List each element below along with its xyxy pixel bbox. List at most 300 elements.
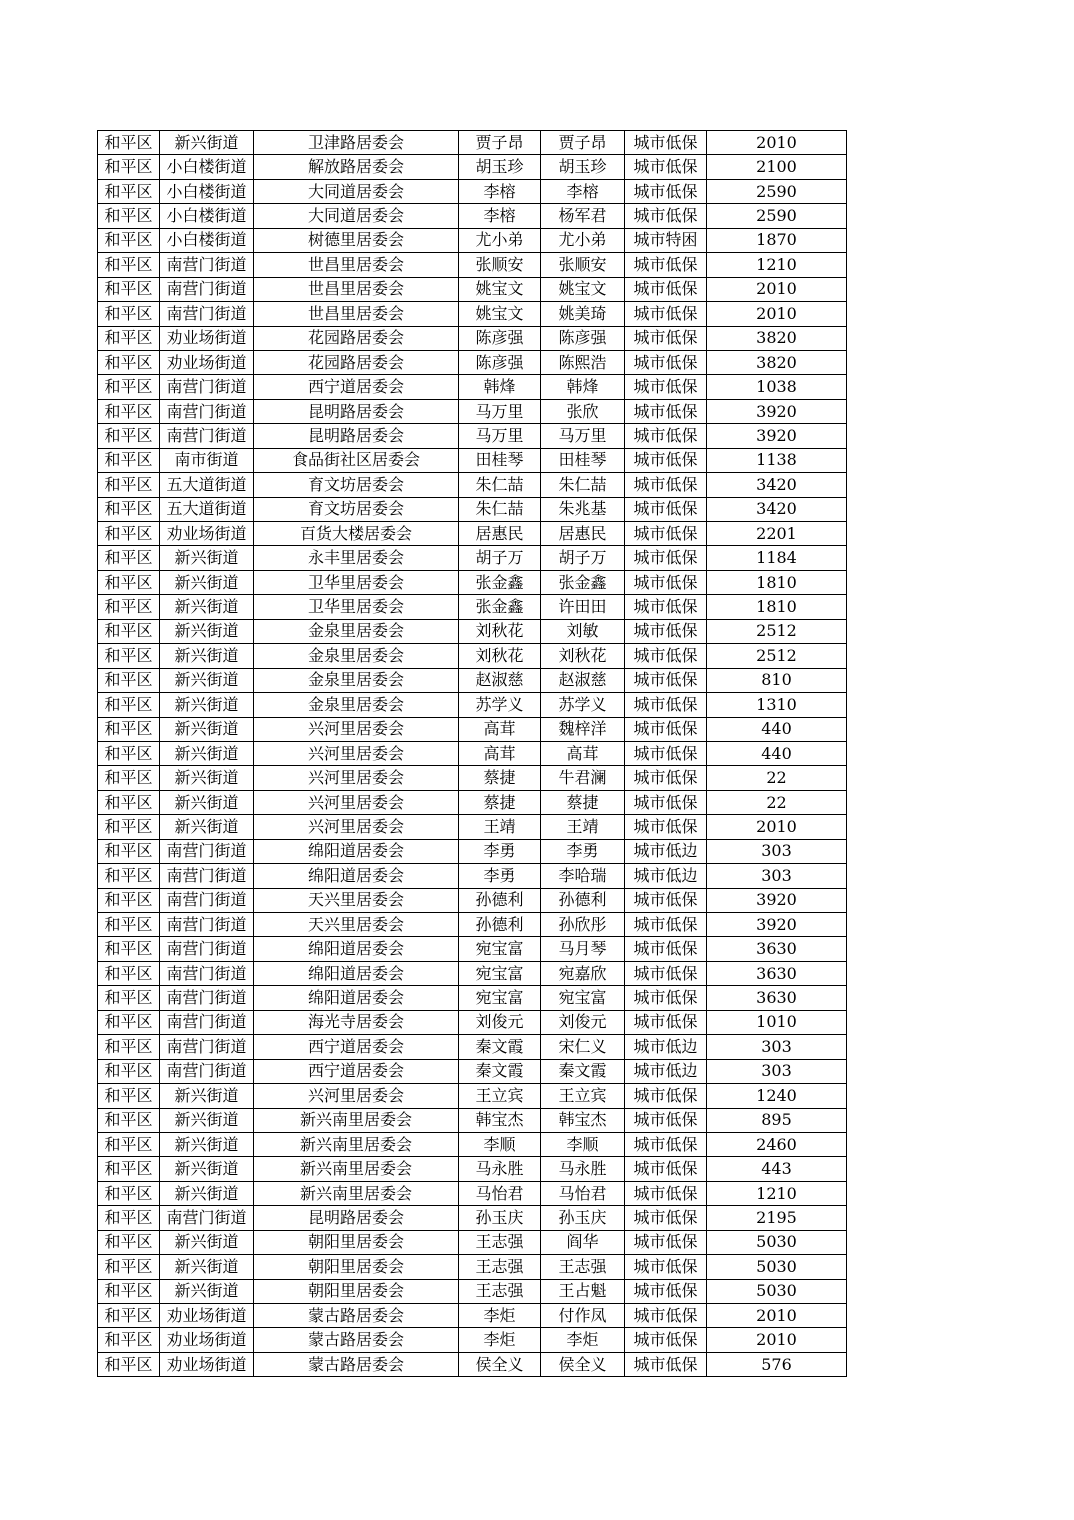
district-cell: 和平区 bbox=[98, 937, 160, 961]
district-cell: 和平区 bbox=[98, 546, 160, 570]
member-name-cell: 贾子昂 bbox=[541, 131, 625, 155]
table-row bbox=[98, 961, 847, 985]
member-name-cell: 胡子万 bbox=[541, 546, 625, 570]
member-name-cell: 陈熙浩 bbox=[541, 350, 625, 374]
member-name-cell: 许田田 bbox=[541, 595, 625, 619]
table-row bbox=[98, 497, 847, 521]
aid-type-cell: 城市低保 bbox=[625, 570, 707, 594]
household-head-cell: 李榕 bbox=[459, 179, 541, 203]
household-head-cell: 高茸 bbox=[459, 741, 541, 765]
street-cell: 劝业场街道 bbox=[160, 1352, 254, 1376]
aid-type-cell: 城市低保 bbox=[625, 888, 707, 912]
amount-cell: 303 bbox=[707, 839, 847, 863]
table-row bbox=[98, 1108, 847, 1132]
district-cell: 和平区 bbox=[98, 497, 160, 521]
amount-cell: 1810 bbox=[707, 570, 847, 594]
street-cell: 南营门街道 bbox=[160, 937, 254, 961]
aid-type-cell: 城市低保 bbox=[625, 1181, 707, 1205]
committee-cell: 海光寺居委会 bbox=[254, 1010, 459, 1034]
table-row bbox=[98, 1279, 847, 1303]
amount-cell: 1210 bbox=[707, 1181, 847, 1205]
committee-cell: 绵阳道居委会 bbox=[254, 937, 459, 961]
aid-type-cell: 城市低保 bbox=[625, 1328, 707, 1352]
aid-type-cell: 城市低保 bbox=[625, 1132, 707, 1156]
table-row bbox=[98, 693, 847, 717]
district-cell: 和平区 bbox=[98, 986, 160, 1010]
amount-cell: 1210 bbox=[707, 253, 847, 277]
member-name-cell: 魏梓洋 bbox=[541, 717, 625, 741]
table-row bbox=[98, 1157, 847, 1181]
district-cell: 和平区 bbox=[98, 693, 160, 717]
committee-cell: 西宁道居委会 bbox=[254, 1035, 459, 1059]
committee-cell: 昆明路居委会 bbox=[254, 399, 459, 423]
committee-cell: 解放路居委会 bbox=[254, 155, 459, 179]
committee-cell: 绵阳道居委会 bbox=[254, 961, 459, 985]
amount-cell: 3420 bbox=[707, 473, 847, 497]
aid-type-cell: 城市低保 bbox=[625, 937, 707, 961]
household-head-cell: 孙玉庆 bbox=[459, 1206, 541, 1230]
street-cell: 南营门街道 bbox=[160, 1010, 254, 1034]
district-cell: 和平区 bbox=[98, 522, 160, 546]
household-head-cell: 居惠民 bbox=[459, 522, 541, 546]
amount-cell: 1810 bbox=[707, 595, 847, 619]
table-row bbox=[98, 595, 847, 619]
district-cell: 和平区 bbox=[98, 473, 160, 497]
district-cell: 和平区 bbox=[98, 204, 160, 228]
amount-cell: 1870 bbox=[707, 228, 847, 252]
committee-cell: 兴河里居委会 bbox=[254, 1084, 459, 1108]
table-row bbox=[98, 815, 847, 839]
table-row bbox=[98, 1255, 847, 1279]
table-row bbox=[98, 937, 847, 961]
member-name-cell: 胡玉珍 bbox=[541, 155, 625, 179]
district-cell: 和平区 bbox=[98, 1230, 160, 1254]
member-name-cell: 马永胜 bbox=[541, 1157, 625, 1181]
household-head-cell: 高茸 bbox=[459, 717, 541, 741]
aid-type-cell: 城市低边 bbox=[625, 1035, 707, 1059]
committee-cell: 卫华里居委会 bbox=[254, 570, 459, 594]
committee-cell: 绵阳道居委会 bbox=[254, 864, 459, 888]
district-cell: 和平区 bbox=[98, 253, 160, 277]
amount-cell: 1010 bbox=[707, 1010, 847, 1034]
household-head-cell: 刘俊元 bbox=[459, 1010, 541, 1034]
amount-cell: 303 bbox=[707, 864, 847, 888]
household-head-cell: 张顺安 bbox=[459, 253, 541, 277]
district-cell: 和平区 bbox=[98, 644, 160, 668]
aid-type-cell: 城市低保 bbox=[625, 448, 707, 472]
table-row bbox=[98, 277, 847, 301]
street-cell: 新兴街道 bbox=[160, 1181, 254, 1205]
table-row bbox=[98, 1304, 847, 1328]
aid-type-cell: 城市低保 bbox=[625, 1108, 707, 1132]
member-name-cell: 阎华 bbox=[541, 1230, 625, 1254]
amount-cell: 2195 bbox=[707, 1206, 847, 1230]
table-row bbox=[98, 350, 847, 374]
street-cell: 新兴街道 bbox=[160, 1157, 254, 1181]
amount-cell: 303 bbox=[707, 1059, 847, 1083]
committee-cell: 世昌里居委会 bbox=[254, 277, 459, 301]
household-head-cell: 王志强 bbox=[459, 1230, 541, 1254]
amount-cell: 2010 bbox=[707, 302, 847, 326]
committee-cell: 育文坊居委会 bbox=[254, 497, 459, 521]
member-name-cell: 孙欣彤 bbox=[541, 913, 625, 937]
member-name-cell: 田桂琴 bbox=[541, 448, 625, 472]
household-head-cell: 赵淑慈 bbox=[459, 668, 541, 692]
table-row bbox=[98, 668, 847, 692]
household-head-cell: 王立宾 bbox=[459, 1084, 541, 1108]
table-row bbox=[98, 1132, 847, 1156]
table-row bbox=[98, 766, 847, 790]
household-head-cell: 朱仁喆 bbox=[459, 497, 541, 521]
aid-type-cell: 城市低保 bbox=[625, 546, 707, 570]
household-head-cell: 秦文霞 bbox=[459, 1059, 541, 1083]
district-cell: 和平区 bbox=[98, 668, 160, 692]
member-name-cell: 韩烽 bbox=[541, 375, 625, 399]
aid-type-cell: 城市低保 bbox=[625, 986, 707, 1010]
district-cell: 和平区 bbox=[98, 1304, 160, 1328]
table-row bbox=[98, 741, 847, 765]
member-name-cell: 姚宝文 bbox=[541, 277, 625, 301]
amount-cell: 3420 bbox=[707, 497, 847, 521]
district-cell: 和平区 bbox=[98, 1279, 160, 1303]
table-row bbox=[98, 228, 847, 252]
member-name-cell: 韩宝杰 bbox=[541, 1108, 625, 1132]
table-row bbox=[98, 864, 847, 888]
aid-type-cell: 城市低保 bbox=[625, 277, 707, 301]
household-head-cell: 贾子昂 bbox=[459, 131, 541, 155]
district-cell: 和平区 bbox=[98, 864, 160, 888]
table-row bbox=[98, 424, 847, 448]
street-cell: 新兴街道 bbox=[160, 546, 254, 570]
street-cell: 新兴街道 bbox=[160, 741, 254, 765]
household-head-cell: 姚宝文 bbox=[459, 277, 541, 301]
committee-cell: 金泉里居委会 bbox=[254, 693, 459, 717]
household-head-cell: 李炬 bbox=[459, 1304, 541, 1328]
table-row bbox=[98, 1181, 847, 1205]
district-cell: 和平区 bbox=[98, 815, 160, 839]
district-cell: 和平区 bbox=[98, 179, 160, 203]
member-name-cell: 蔡捷 bbox=[541, 790, 625, 814]
street-cell: 南营门街道 bbox=[160, 864, 254, 888]
district-cell: 和平区 bbox=[98, 1206, 160, 1230]
committee-cell: 西宁道居委会 bbox=[254, 1059, 459, 1083]
committee-cell: 花园路居委会 bbox=[254, 350, 459, 374]
table-row bbox=[98, 717, 847, 741]
street-cell: 新兴街道 bbox=[160, 595, 254, 619]
table-row bbox=[98, 155, 847, 179]
table-body bbox=[98, 131, 847, 1377]
household-head-cell: 蔡捷 bbox=[459, 766, 541, 790]
aid-type-cell: 城市低保 bbox=[625, 766, 707, 790]
household-head-cell: 宛宝富 bbox=[459, 986, 541, 1010]
member-name-cell: 牛君澜 bbox=[541, 766, 625, 790]
aid-type-cell: 城市低保 bbox=[625, 815, 707, 839]
aid-type-cell: 城市低保 bbox=[625, 1255, 707, 1279]
household-head-cell: 马万里 bbox=[459, 424, 541, 448]
member-name-cell: 宋仁义 bbox=[541, 1035, 625, 1059]
aid-type-cell: 城市特困 bbox=[625, 228, 707, 252]
aid-type-cell: 城市低保 bbox=[625, 253, 707, 277]
aid-type-cell: 城市低保 bbox=[625, 619, 707, 643]
amount-cell: 3630 bbox=[707, 986, 847, 1010]
committee-cell: 新兴南里居委会 bbox=[254, 1132, 459, 1156]
street-cell: 南营门街道 bbox=[160, 375, 254, 399]
amount-cell: 2460 bbox=[707, 1132, 847, 1156]
table-row bbox=[98, 1084, 847, 1108]
member-name-cell: 李哈瑞 bbox=[541, 864, 625, 888]
committee-cell: 卫津路居委会 bbox=[254, 131, 459, 155]
amount-cell: 1310 bbox=[707, 693, 847, 717]
district-cell: 和平区 bbox=[98, 888, 160, 912]
street-cell: 新兴街道 bbox=[160, 131, 254, 155]
aid-type-cell: 城市低保 bbox=[625, 179, 707, 203]
aid-type-cell: 城市低保 bbox=[625, 693, 707, 717]
aid-type-cell: 城市低保 bbox=[625, 741, 707, 765]
member-name-cell: 姚美琦 bbox=[541, 302, 625, 326]
street-cell: 劝业场街道 bbox=[160, 522, 254, 546]
district-cell: 和平区 bbox=[98, 1132, 160, 1156]
street-cell: 南营门街道 bbox=[160, 986, 254, 1010]
table-row bbox=[98, 253, 847, 277]
amount-cell: 3630 bbox=[707, 937, 847, 961]
street-cell: 南营门街道 bbox=[160, 839, 254, 863]
street-cell: 新兴街道 bbox=[160, 1230, 254, 1254]
household-head-cell: 张金鑫 bbox=[459, 570, 541, 594]
member-name-cell: 刘秋花 bbox=[541, 644, 625, 668]
household-head-cell: 侯全义 bbox=[459, 1352, 541, 1376]
district-cell: 和平区 bbox=[98, 595, 160, 619]
member-name-cell: 马万里 bbox=[541, 424, 625, 448]
district-cell: 和平区 bbox=[98, 448, 160, 472]
household-head-cell: 李炬 bbox=[459, 1328, 541, 1352]
amount-cell: 2512 bbox=[707, 644, 847, 668]
table-row bbox=[98, 448, 847, 472]
committee-cell: 兴河里居委会 bbox=[254, 766, 459, 790]
member-name-cell: 孙德利 bbox=[541, 888, 625, 912]
street-cell: 新兴街道 bbox=[160, 1279, 254, 1303]
table-row bbox=[98, 986, 847, 1010]
household-head-cell: 孙德利 bbox=[459, 913, 541, 937]
street-cell: 南营门街道 bbox=[160, 424, 254, 448]
member-name-cell: 杨军君 bbox=[541, 204, 625, 228]
street-cell: 新兴街道 bbox=[160, 619, 254, 643]
member-name-cell: 王靖 bbox=[541, 815, 625, 839]
committee-cell: 绵阳道居委会 bbox=[254, 839, 459, 863]
household-head-cell: 马怡君 bbox=[459, 1181, 541, 1205]
member-name-cell: 宛嘉欣 bbox=[541, 961, 625, 985]
household-head-cell: 韩宝杰 bbox=[459, 1108, 541, 1132]
household-head-cell: 李顺 bbox=[459, 1132, 541, 1156]
committee-cell: 朝阳里居委会 bbox=[254, 1255, 459, 1279]
household-head-cell: 孙德利 bbox=[459, 888, 541, 912]
member-name-cell: 张顺安 bbox=[541, 253, 625, 277]
household-head-cell: 宛宝富 bbox=[459, 937, 541, 961]
street-cell: 五大道街道 bbox=[160, 473, 254, 497]
committee-cell: 蒙古路居委会 bbox=[254, 1304, 459, 1328]
district-cell: 和平区 bbox=[98, 790, 160, 814]
amount-cell: 810 bbox=[707, 668, 847, 692]
committee-cell: 蒙古路居委会 bbox=[254, 1328, 459, 1352]
member-name-cell: 李榕 bbox=[541, 179, 625, 203]
aid-type-cell: 城市低边 bbox=[625, 864, 707, 888]
member-name-cell: 孙玉庆 bbox=[541, 1206, 625, 1230]
amount-cell: 2512 bbox=[707, 619, 847, 643]
aid-type-cell: 城市低保 bbox=[625, 1352, 707, 1376]
aid-type-cell: 城市低保 bbox=[625, 1230, 707, 1254]
committee-cell: 西宁道居委会 bbox=[254, 375, 459, 399]
committee-cell: 金泉里居委会 bbox=[254, 619, 459, 643]
member-name-cell: 刘俊元 bbox=[541, 1010, 625, 1034]
aid-type-cell: 城市低保 bbox=[625, 1157, 707, 1181]
aid-type-cell: 城市低边 bbox=[625, 1059, 707, 1083]
street-cell: 南市街道 bbox=[160, 448, 254, 472]
table-row bbox=[98, 644, 847, 668]
street-cell: 新兴街道 bbox=[160, 570, 254, 594]
street-cell: 新兴街道 bbox=[160, 1255, 254, 1279]
street-cell: 劝业场街道 bbox=[160, 1304, 254, 1328]
member-name-cell: 高茸 bbox=[541, 741, 625, 765]
street-cell: 南营门街道 bbox=[160, 277, 254, 301]
district-cell: 和平区 bbox=[98, 375, 160, 399]
amount-cell: 3920 bbox=[707, 888, 847, 912]
street-cell: 劝业场街道 bbox=[160, 350, 254, 374]
amount-cell: 1138 bbox=[707, 448, 847, 472]
aid-type-cell: 城市低边 bbox=[625, 839, 707, 863]
table-row bbox=[98, 473, 847, 497]
district-cell: 和平区 bbox=[98, 1157, 160, 1181]
amount-cell: 1038 bbox=[707, 375, 847, 399]
aid-type-cell: 城市低保 bbox=[625, 473, 707, 497]
street-cell: 小白楼街道 bbox=[160, 155, 254, 179]
street-cell: 新兴街道 bbox=[160, 815, 254, 839]
aid-type-cell: 城市低保 bbox=[625, 790, 707, 814]
table-row bbox=[98, 888, 847, 912]
household-head-cell: 张金鑫 bbox=[459, 595, 541, 619]
amount-cell: 5030 bbox=[707, 1279, 847, 1303]
table-row bbox=[98, 1059, 847, 1083]
committee-cell: 世昌里居委会 bbox=[254, 253, 459, 277]
committee-cell: 昆明路居委会 bbox=[254, 1206, 459, 1230]
district-cell: 和平区 bbox=[98, 961, 160, 985]
table-row bbox=[98, 1230, 847, 1254]
district-cell: 和平区 bbox=[98, 839, 160, 863]
amount-cell: 3820 bbox=[707, 350, 847, 374]
aid-type-cell: 城市低保 bbox=[625, 961, 707, 985]
aid-type-cell: 城市低保 bbox=[625, 1084, 707, 1108]
aid-type-cell: 城市低保 bbox=[625, 913, 707, 937]
committee-cell: 世昌里居委会 bbox=[254, 302, 459, 326]
district-cell: 和平区 bbox=[98, 277, 160, 301]
street-cell: 新兴街道 bbox=[160, 693, 254, 717]
table-row bbox=[98, 204, 847, 228]
aid-type-cell: 城市低保 bbox=[625, 717, 707, 741]
street-cell: 小白楼街道 bbox=[160, 179, 254, 203]
district-cell: 和平区 bbox=[98, 570, 160, 594]
district-cell: 和平区 bbox=[98, 1255, 160, 1279]
street-cell: 南营门街道 bbox=[160, 1035, 254, 1059]
table-row bbox=[98, 839, 847, 863]
household-head-cell: 王志强 bbox=[459, 1255, 541, 1279]
member-name-cell: 王志强 bbox=[541, 1255, 625, 1279]
table-row bbox=[98, 570, 847, 594]
table-row bbox=[98, 399, 847, 423]
street-cell: 南营门街道 bbox=[160, 253, 254, 277]
aid-type-cell: 城市低保 bbox=[625, 497, 707, 521]
household-head-cell: 朱仁喆 bbox=[459, 473, 541, 497]
street-cell: 新兴街道 bbox=[160, 1108, 254, 1132]
district-cell: 和平区 bbox=[98, 1084, 160, 1108]
street-cell: 新兴街道 bbox=[160, 644, 254, 668]
street-cell: 新兴街道 bbox=[160, 668, 254, 692]
street-cell: 南营门街道 bbox=[160, 888, 254, 912]
household-head-cell: 胡玉珍 bbox=[459, 155, 541, 179]
member-name-cell: 张欣 bbox=[541, 399, 625, 423]
street-cell: 新兴街道 bbox=[160, 1084, 254, 1108]
table-row bbox=[98, 1352, 847, 1376]
member-name-cell: 王立宾 bbox=[541, 1084, 625, 1108]
member-name-cell: 居惠民 bbox=[541, 522, 625, 546]
street-cell: 南营门街道 bbox=[160, 913, 254, 937]
table-row bbox=[98, 179, 847, 203]
aid-type-cell: 城市低保 bbox=[625, 375, 707, 399]
amount-cell: 3920 bbox=[707, 399, 847, 423]
street-cell: 新兴街道 bbox=[160, 717, 254, 741]
table-row bbox=[98, 1206, 847, 1230]
table-row bbox=[98, 302, 847, 326]
member-name-cell: 李勇 bbox=[541, 839, 625, 863]
district-cell: 和平区 bbox=[98, 1328, 160, 1352]
district-cell: 和平区 bbox=[98, 326, 160, 350]
table-row bbox=[98, 913, 847, 937]
household-head-cell: 马永胜 bbox=[459, 1157, 541, 1181]
amount-cell: 2590 bbox=[707, 204, 847, 228]
district-cell: 和平区 bbox=[98, 155, 160, 179]
aid-type-cell: 城市低保 bbox=[625, 131, 707, 155]
street-cell: 南营门街道 bbox=[160, 961, 254, 985]
district-cell: 和平区 bbox=[98, 350, 160, 374]
aid-type-cell: 城市低保 bbox=[625, 399, 707, 423]
district-cell: 和平区 bbox=[98, 913, 160, 937]
amount-cell: 1184 bbox=[707, 546, 847, 570]
member-name-cell: 朱兆基 bbox=[541, 497, 625, 521]
household-head-cell: 姚宝文 bbox=[459, 302, 541, 326]
household-head-cell: 王志强 bbox=[459, 1279, 541, 1303]
amount-cell: 3920 bbox=[707, 913, 847, 937]
committee-cell: 金泉里居委会 bbox=[254, 668, 459, 692]
amount-cell: 440 bbox=[707, 717, 847, 741]
amount-cell: 2590 bbox=[707, 179, 847, 203]
member-name-cell: 朱仁喆 bbox=[541, 473, 625, 497]
household-head-cell: 蔡捷 bbox=[459, 790, 541, 814]
table-row bbox=[98, 326, 847, 350]
amount-cell: 1240 bbox=[707, 1084, 847, 1108]
district-cell: 和平区 bbox=[98, 1352, 160, 1376]
table-row bbox=[98, 375, 847, 399]
district-cell: 和平区 bbox=[98, 717, 160, 741]
aid-type-cell: 城市低保 bbox=[625, 326, 707, 350]
member-name-cell: 秦文霞 bbox=[541, 1059, 625, 1083]
amount-cell: 5030 bbox=[707, 1255, 847, 1279]
amount-cell: 5030 bbox=[707, 1230, 847, 1254]
aid-type-cell: 城市低保 bbox=[625, 595, 707, 619]
district-cell: 和平区 bbox=[98, 424, 160, 448]
relief-recipient-table bbox=[97, 130, 847, 1377]
amount-cell: 303 bbox=[707, 1035, 847, 1059]
household-head-cell: 王靖 bbox=[459, 815, 541, 839]
committee-cell: 食品街社区居委会 bbox=[254, 448, 459, 472]
member-name-cell: 尤小弟 bbox=[541, 228, 625, 252]
member-name-cell: 马月琴 bbox=[541, 937, 625, 961]
